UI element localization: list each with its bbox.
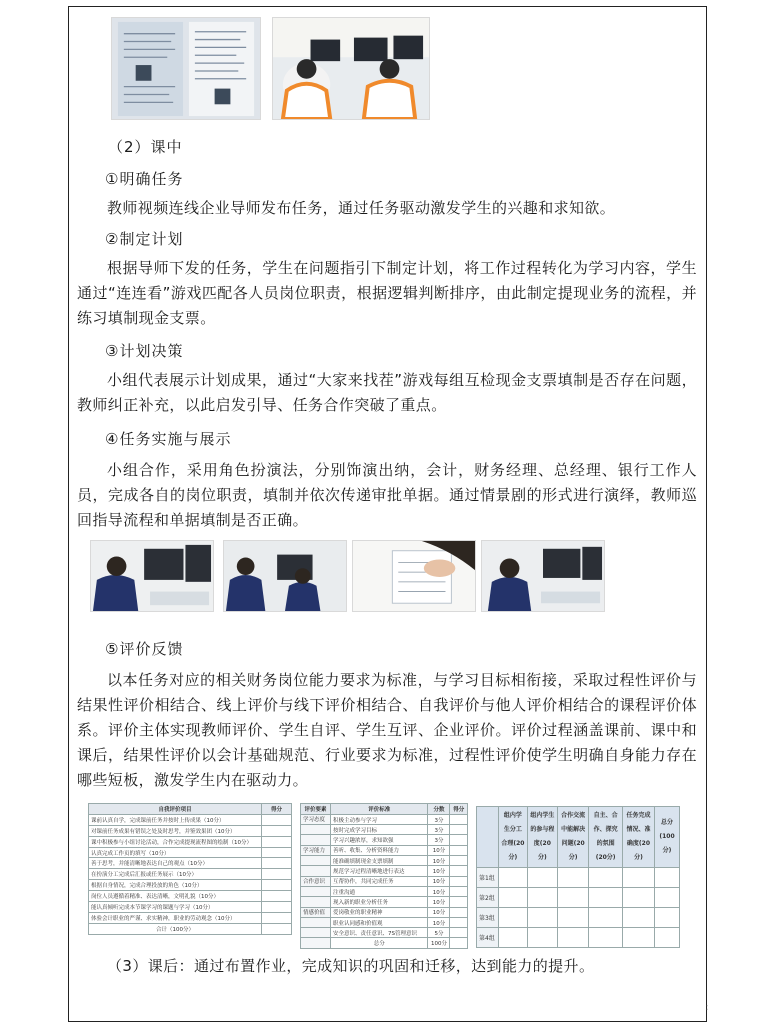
table-row — [89, 869, 292, 880]
table-row — [477, 888, 680, 908]
score-cell — [450, 917, 468, 927]
step3-text: 小组代表展示计划成果，通过“大家来找茬”游戏每组互检现金支票填制是否存在问题，教师纠正补充，以此启发引导、任务合作突破了重点。 — [77, 371, 697, 414]
category-cell — [301, 825, 331, 835]
points-cell: 10分 — [428, 866, 450, 876]
points-cell: 3分 — [428, 835, 450, 845]
table-cell: 安全意识、责任意识、7S管理意识 — [331, 928, 428, 938]
table-cell: 体验会计职业的严谨、求实精神，职业的劳动观念（10分） — [89, 912, 262, 923]
table-row — [301, 897, 468, 907]
group-header-problem-solving: 合作交流中能解决问题(20分) — [557, 807, 588, 868]
step5-heading: ⑤评价反馈 — [105, 640, 184, 658]
score-cell — [450, 907, 468, 917]
table-row — [89, 923, 292, 934]
group-label: 第2组 — [477, 888, 499, 908]
table-cell: 善听、收集、分析资料能力 — [331, 845, 428, 855]
group-label: 第4组 — [477, 928, 499, 948]
category-cell — [301, 917, 331, 927]
table-row — [301, 886, 468, 896]
score-cell — [450, 928, 468, 938]
category-cell: 学习态度 — [301, 814, 331, 824]
score-cell — [262, 825, 292, 836]
table-row — [301, 907, 468, 917]
table-cell: 总分 — [331, 938, 428, 948]
table-row — [477, 928, 680, 948]
score-cell — [450, 825, 468, 835]
category-cell: 情感价值 — [301, 907, 331, 917]
score-cell — [262, 814, 292, 825]
score-cell — [262, 880, 292, 891]
table-row — [89, 880, 292, 891]
group-header-participation: 组内学生的参与程度(20分) — [527, 807, 557, 868]
table-cell: 爱岗敬业的职业精神 — [331, 907, 428, 917]
table-row — [89, 858, 292, 869]
criteria-header-points: 分数 — [428, 804, 450, 815]
computer-lab-photo — [272, 17, 430, 120]
bank-counter-photo — [481, 540, 605, 612]
table-row — [301, 928, 468, 938]
points-cell: 10分 — [428, 856, 450, 866]
table-row — [89, 825, 292, 836]
category-cell: 合作意识 — [301, 876, 331, 886]
self-eval-header-score: 得分 — [262, 804, 292, 815]
table-row — [301, 814, 468, 824]
score-cell — [262, 912, 292, 923]
score-cell — [450, 866, 468, 876]
score-cell — [262, 902, 292, 913]
step2-text: 根据导师下发的任务，学生在问题指引下制定计划，将工作过程转化为学习内容，学生通过“连连看”游戏匹配各人员岗位职责，根据逻辑判断排序，由此制定提现业务的流程，并练习填制现金支票。 — [77, 259, 697, 327]
table-cell: 学习兴趣浓厚，求知欲强 — [331, 835, 428, 845]
score-cell — [262, 847, 292, 858]
table-cell: 积极主动参与学习 — [331, 814, 428, 824]
table-cell: 对课前任务成果有错误之处及时思考，并鉴效果团（10分） — [89, 825, 262, 836]
points-cell: 10分 — [428, 907, 450, 917]
cheque-writing-photo — [352, 540, 476, 612]
group-header-blank — [477, 807, 499, 868]
points-cell: 10分 — [428, 845, 450, 855]
points-cell: 10分 — [428, 917, 450, 927]
roleplay-photo-2 — [223, 540, 347, 612]
in-class-heading: （2）课中 — [108, 138, 183, 156]
table-cell: 认真完成工作页的填写（10分） — [89, 847, 262, 858]
table-row — [301, 866, 468, 876]
group-header-division: 组内学生分工合理(20分) — [499, 807, 528, 868]
score-cell — [450, 835, 468, 845]
score-cell — [262, 891, 292, 902]
step3-heading: ③计划决策 — [105, 342, 184, 360]
table-row — [89, 902, 292, 913]
points-cell: 3分 — [428, 814, 450, 824]
step1-text: 教师视频连线企业导师发布任务，通过任务驱动激发学生的兴趣和求知欲。 — [107, 199, 616, 217]
score-cell — [262, 836, 292, 847]
table-cell: 规范学习过程清晰地进行表达 — [331, 866, 428, 876]
table-cell: 善于思考，并能清晰地表达自己的观点（10分） — [89, 858, 262, 869]
points-cell: 100分 — [428, 938, 450, 948]
table-row — [477, 908, 680, 928]
points-cell: 10分 — [428, 876, 450, 886]
table-cell: 课中积极参与小组讨论活动，合作完成提现流程图的绘制（10分） — [89, 836, 262, 847]
score-cell — [262, 869, 292, 880]
category-cell — [301, 928, 331, 938]
table-cell: 在扮演分工完成后汇报或任务展示（10分） — [89, 869, 262, 880]
step5-text: 以本任务对应的相关财务岗位能力要求为标准，与学习目标相衔接，采取过程性评价与结果性评价相结合、线上评价与线下评价相结合、自我评价与他人评价相结合的课程评价体系。评价主体实现教师评价、学生自评、学生互评、企业评价。评价过程涵盖课前、课中和课后，结果性评价以会计基础规范、行业要求为标准，过程性评价使学生明确自身能力存在哪些短板，激发学生内在驱动力。 — [77, 671, 697, 789]
criteria-table — [300, 803, 468, 949]
group-header-atmosphere: 自主、合作、探究的氛围(20分) — [589, 807, 623, 868]
table-row — [301, 876, 468, 886]
score-cell — [450, 856, 468, 866]
group-header-completion: 任务完成情况、准确度(20分) — [622, 807, 654, 868]
table-cell: 现入新的职业分析任务 — [331, 897, 428, 907]
criteria-header-standard: 评价标准 — [331, 804, 428, 815]
table-row — [89, 912, 292, 923]
category-cell — [301, 866, 331, 876]
points-cell: 10分 — [428, 897, 450, 907]
table-cell: 根据自身情况，完成合理投放的角色（10分） — [89, 880, 262, 891]
category-cell — [301, 886, 331, 896]
table-row — [477, 868, 680, 888]
table-row — [89, 891, 292, 902]
roleplay-photo-1 — [90, 540, 214, 612]
score-cell — [450, 814, 468, 824]
criteria-header-score: 得分 — [450, 804, 468, 815]
score-cell — [262, 923, 292, 934]
table-row — [301, 856, 468, 866]
group-header-total: 总分(100分) — [655, 807, 680, 868]
category-cell: 学习能力 — [301, 845, 331, 855]
category-cell — [301, 938, 331, 948]
table-cell: 注重沟通 — [331, 886, 428, 896]
score-cell — [450, 897, 468, 907]
table-cell: 课前认真自学，完成课前任务并按时上传成果（10分） — [89, 814, 262, 825]
score-cell — [450, 845, 468, 855]
step4-text: 小组合作，采用角色扮演法，分别饰演出纳，会计，财务经理、总经理、银行工作人员，完成各自的岗位职责，填制并依次传递审批单据。通过情景剧的形式进行演绎，教师巡回指导流程和单据填制是否正确。 — [77, 461, 697, 529]
table-row — [89, 836, 292, 847]
score-cell — [450, 876, 468, 886]
document-photo — [111, 17, 261, 120]
step4-heading: ④任务实施与展示 — [105, 430, 232, 448]
total-cell: 合计（100分） — [89, 923, 262, 934]
self-evaluation-table — [88, 803, 292, 935]
points-cell: 10分 — [428, 886, 450, 896]
table-cell: 岗位人员遵循着精准、表达清晰，文明礼貌（10分） — [89, 891, 262, 902]
table-row — [301, 825, 468, 835]
self-eval-header-item: 自我评价项目 — [89, 804, 262, 815]
table-cell: 职业认同感和价值观 — [331, 917, 428, 927]
step2-heading: ②制定计划 — [105, 230, 184, 248]
score-cell — [450, 886, 468, 896]
table-cell: 互帮协作，共同完成任务 — [331, 876, 428, 886]
table-row — [301, 835, 468, 845]
group-label: 第1组 — [477, 868, 499, 888]
score-cell — [450, 938, 468, 948]
after-class-text: （3）课后：通过布置作业，完成知识的巩固和迁移，达到能力的提升。 — [107, 957, 595, 975]
table-row — [89, 847, 292, 858]
points-cell: 5分 — [428, 928, 450, 938]
table-cell: 能认真倾听完成本节课学习的课题与学习（10分） — [89, 902, 262, 913]
corner-mark: : — [705, 1002, 709, 1013]
table-cell: 能准确填制现金支票填制 — [331, 856, 428, 866]
group-label: 第3组 — [477, 908, 499, 928]
group-evaluation-table — [476, 806, 680, 948]
points-cell: 3分 — [428, 825, 450, 835]
table-row — [89, 814, 292, 825]
table-cell: 按时完成学习目标 — [331, 825, 428, 835]
score-cell — [262, 858, 292, 869]
criteria-header-factor: 评价要素 — [301, 804, 331, 815]
table-row — [301, 917, 468, 927]
category-cell — [301, 856, 331, 866]
category-cell — [301, 835, 331, 845]
table-row — [301, 938, 468, 948]
category-cell — [301, 897, 331, 907]
table-row — [301, 845, 468, 855]
step1-heading: ①明确任务 — [105, 170, 184, 188]
